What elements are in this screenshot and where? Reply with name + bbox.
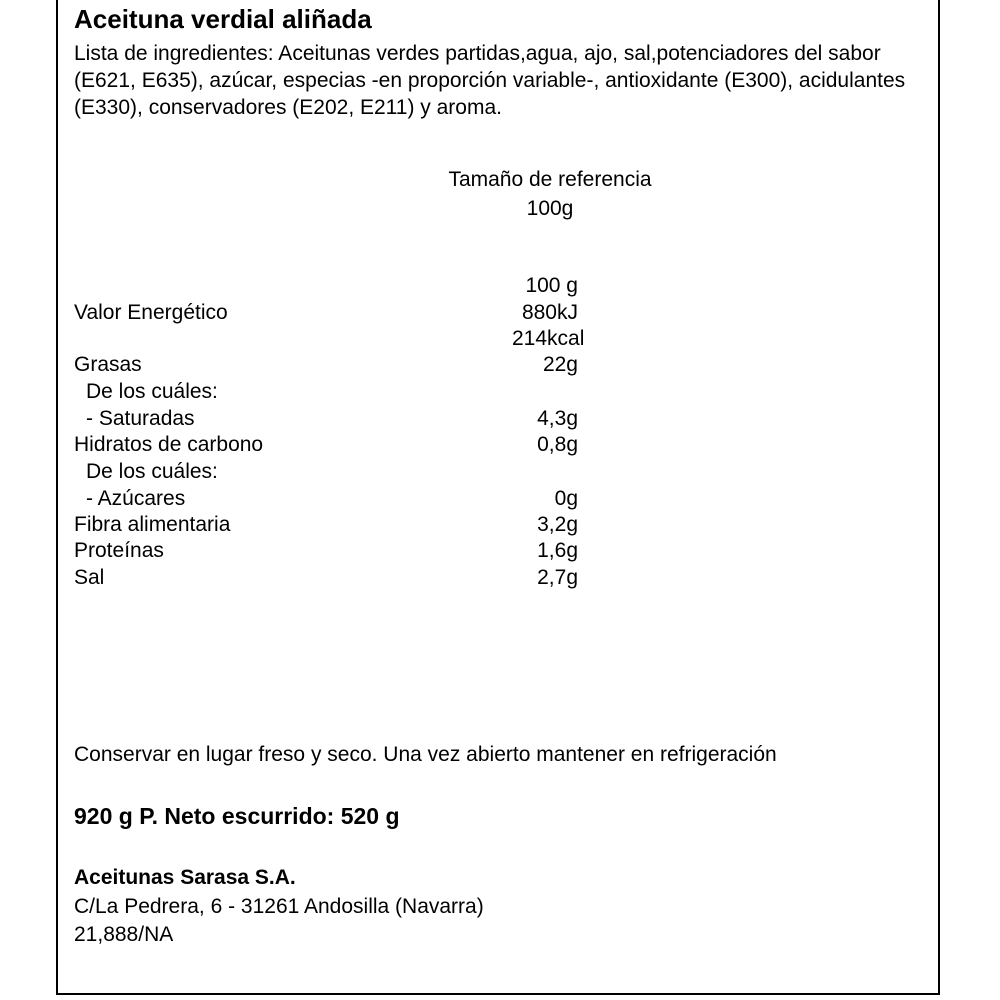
nutrition-row-label: - Saturadas [86,407,195,430]
label-frame [56,0,940,995]
company-address: C/La Pedrera, 6 - 31261 Andosilla (Navarra) [74,895,484,918]
nutrition-row-label: De los cuáles: [86,380,218,403]
storage-instructions: Conservar en lugar freso y seco. Una vez abierto mantener en refrigeración [74,743,777,766]
ingredients-list: Lista de ingredientes: Aceitunas verdes partidas,agua, ajo, sal,potenciadores del sabor (E621, E635), azúcar, especias -en proporción variable-, antioxidante (E300), acidulantes (E330), conservadores (E202, E211) y aroma. [74,42,906,119]
nutrition-row-value: 0g [554,487,578,510]
nutrition-row-label: Fibra alimentaria [74,513,231,536]
nutrition-row-label: Proteínas [74,539,164,562]
company-registry: 21,888/NA [74,923,174,946]
nutrition-row-label: De los cuáles: [86,460,218,483]
nutrition-column-header: 100 g [525,274,578,297]
nutrition-row-value: 3,2g [537,513,578,536]
energy-label: Valor Energético [74,301,228,324]
nutrition-row-value: 1,6g [537,539,578,562]
nutrition-row-value: 2,7g [537,566,578,589]
company-name: Aceitunas Sarasa S.A. [74,866,296,889]
nutrition-row-value: 22g [542,353,578,376]
energy-kj: 880kJ [521,301,578,324]
nutrition-row-value: 4,3g [537,407,578,430]
nutrition-row-value: 0,8g [537,433,578,456]
product-title: Aceituna verdial aliñada [74,4,372,34]
nutrition-row-label: Grasas [74,353,142,376]
reference-size-heading: Tamaño de referencia [448,168,652,191]
nutrition-row-label: Sal [74,566,105,589]
reference-size-amount: 100g [526,197,574,220]
net-weight: 920 g P. Neto escurrido: 520 g [74,803,400,829]
energy-kcal: 214kcal [512,327,585,350]
nutrition-row-label: - Azúcares [86,487,186,510]
nutrition-row-label: Hidratos de carbono [74,433,264,456]
